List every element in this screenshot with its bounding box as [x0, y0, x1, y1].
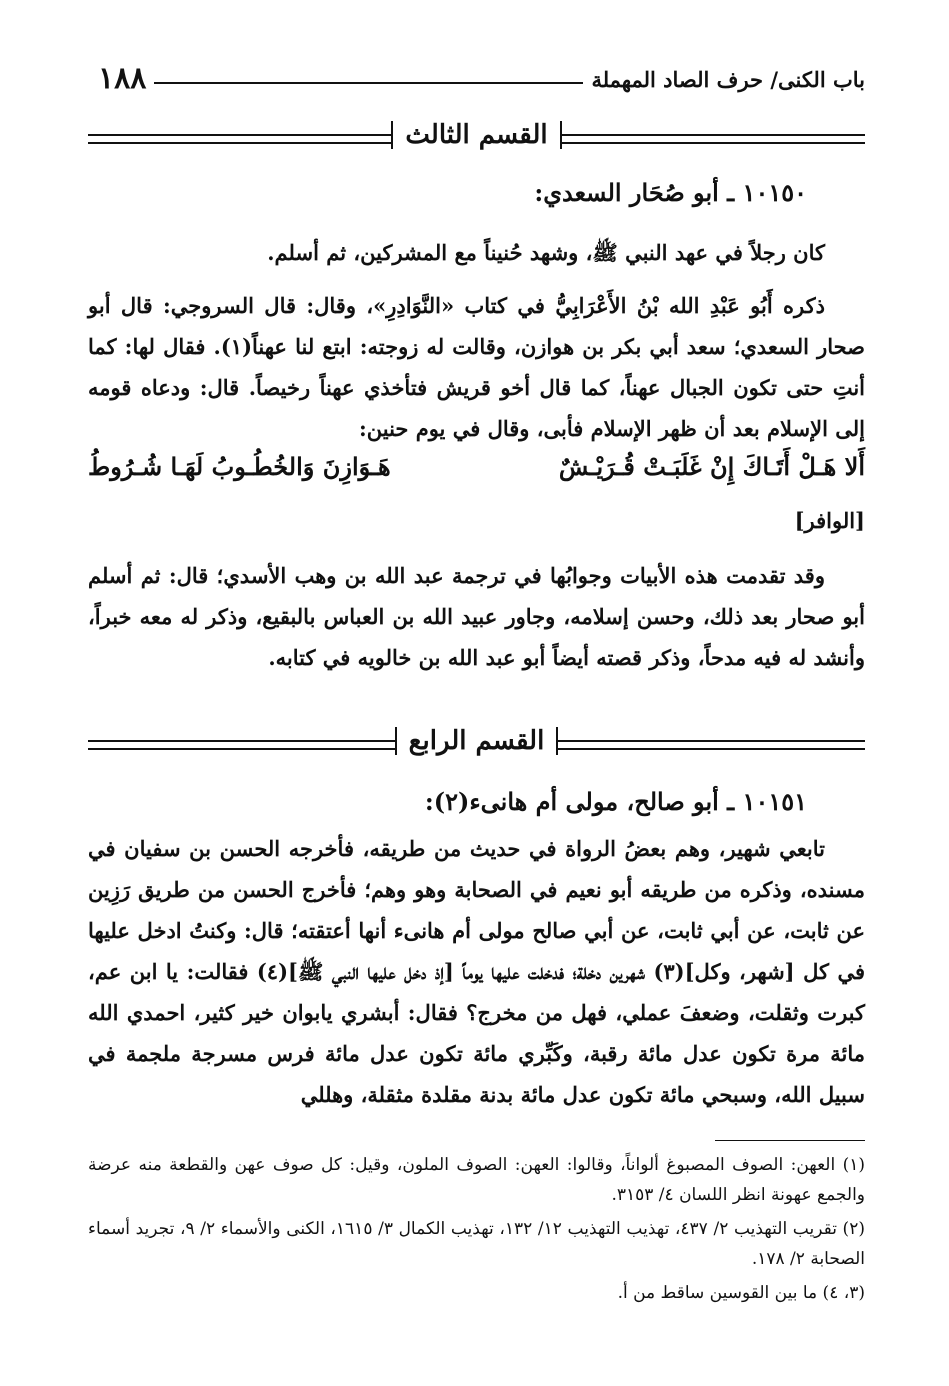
double-rule-left — [88, 134, 391, 144]
footnotes — [88, 1150, 865, 1312]
footnote-separator — [715, 1140, 865, 1141]
body-paragraph: تابعي شهير، وهم بعضُ الرواة في حديث من طريقه، فأخرجه الحسن بن سفيان في مسنده، وذكره من طريقه أبو نعيم في الصحابة وهو وهم؛ فأخرج الحسن من طريق رَزِين عن ثابت، عن أبي ثابت، عن أبي صالح مولى أم هانىء أنها أعتقته؛ قال: وكنتُ ادخل عليها في كل [شهر، وكل](٣) شهرين دخلة؛ فدخلت عليها يوماً [إذ دخل عليها النبي ﷺ](٤) فقالت: يا ابن عم، كبرت وثقلت، وضعفَ عملي، فهل من مخرج؟ فقال: أبشري يابوان خير كثير، احمدي الله مائة مرة تكون عدل مائة رقبة، وكَبِّري مائة تكون عدل مائة فرس مسرجة ملجمة في سبيل الله، وسبحي مائة تكون عدل مائة بدنة مقلدة مثقلة، وهللي — [88, 836, 865, 1107]
section-title: القسم الثالث — [391, 121, 561, 150]
footnote: (١) العهن: الصوف المصبوغ ألواناً، وقالوا: العهن: الصوف الملون، وقيل: كل صوف عهن والقطعة منه عرضة والجمع عهونة انظر اللسان ٤/ ٣١٥٣. — [88, 1155, 865, 1205]
entry-heading: ١٠١٥١ ـ أبو صالح، مولى أم هانىء(٢): — [424, 787, 807, 816]
poem-verse — [88, 452, 865, 496]
footnote: (٣، ٤) ما بين القوسين ساقط من أ. — [617, 1283, 865, 1303]
section-title: القسم الرابع — [395, 727, 559, 756]
verse-first-hemistich: أَلا هَـلْ أَتَـاكَ إِنْ غَلَبَـتْ قُـرَيْـشٌ — [558, 452, 865, 481]
footnote: (٢) تقريب التهذيب ٢/ ٤٣٧، تهذيب التهذيب ١٢/ ١٣٢، تهذيب الكمال ٣/ ١٦١٥، الكنى والأسماء ٢/ ٩، تجريد أسماء الصحابة ٢/ ١٧٨. — [88, 1219, 865, 1269]
body-paragraph: ذكره أَبُو عَبْدِ الله بْنُ الأَعْرَابِيُّ في كتاب «النَّوَادِرِ»، وقال: قال السروجي: قال أبو صحار السعدي؛ سعد أبي بكر بن هوازن، وقالت له زوجته: ابتع لنا عهناً(١). فقال لها: كما أنتِ حتى تكون الجبال عهناً، كما قال أخو قريش فتأخذي عهناً رخيصاً. قال: ودعاه قومه إلى الإسلام بعد أن ظهر الإسلام فأبى، وقال في يوم حنين: — [88, 293, 866, 441]
body-paragraph: وقد تقدمت هذه الأبيات وجوابُها في ترجمة عبد الله بن وهب الأسدي؛ قال: ثم أسلم أبو صحار بعد ذلك، وحسن إسلامه، وجاور عبيد الله بن العباس بالبقيع، وذكر له معه خبراً، وأنشد له فيه مدحاً، وذكر قصته أيضاً أبو عبد الله بن خالويه في كتابه. — [88, 563, 865, 670]
poem-meter: [الوافر] — [794, 508, 865, 533]
section-heading-third — [88, 112, 865, 158]
double-rule-right — [558, 740, 865, 750]
double-rule-left — [88, 740, 395, 750]
section-heading-fourth — [88, 718, 865, 764]
running-header — [88, 44, 865, 94]
header-rule — [154, 82, 583, 84]
page-number: ١٨٨ — [98, 61, 147, 96]
verse-second-hemistich: هَـوَازِنَ وَالخُطُـوبُ لَهَـا شُـرُوطُ — [88, 452, 391, 481]
entry-heading: ١٠١٥٠ ـ أبو صُحَار السعدي: — [534, 178, 807, 207]
double-rule-right — [562, 134, 865, 144]
body-paragraph: كان رجلاً في عهد النبي ﷺ، وشهد حُنيناً مع المشركين، ثم أسلم. — [267, 240, 825, 265]
running-header-title: باب الكنى/ حرف الصاد المهملة — [591, 67, 865, 92]
